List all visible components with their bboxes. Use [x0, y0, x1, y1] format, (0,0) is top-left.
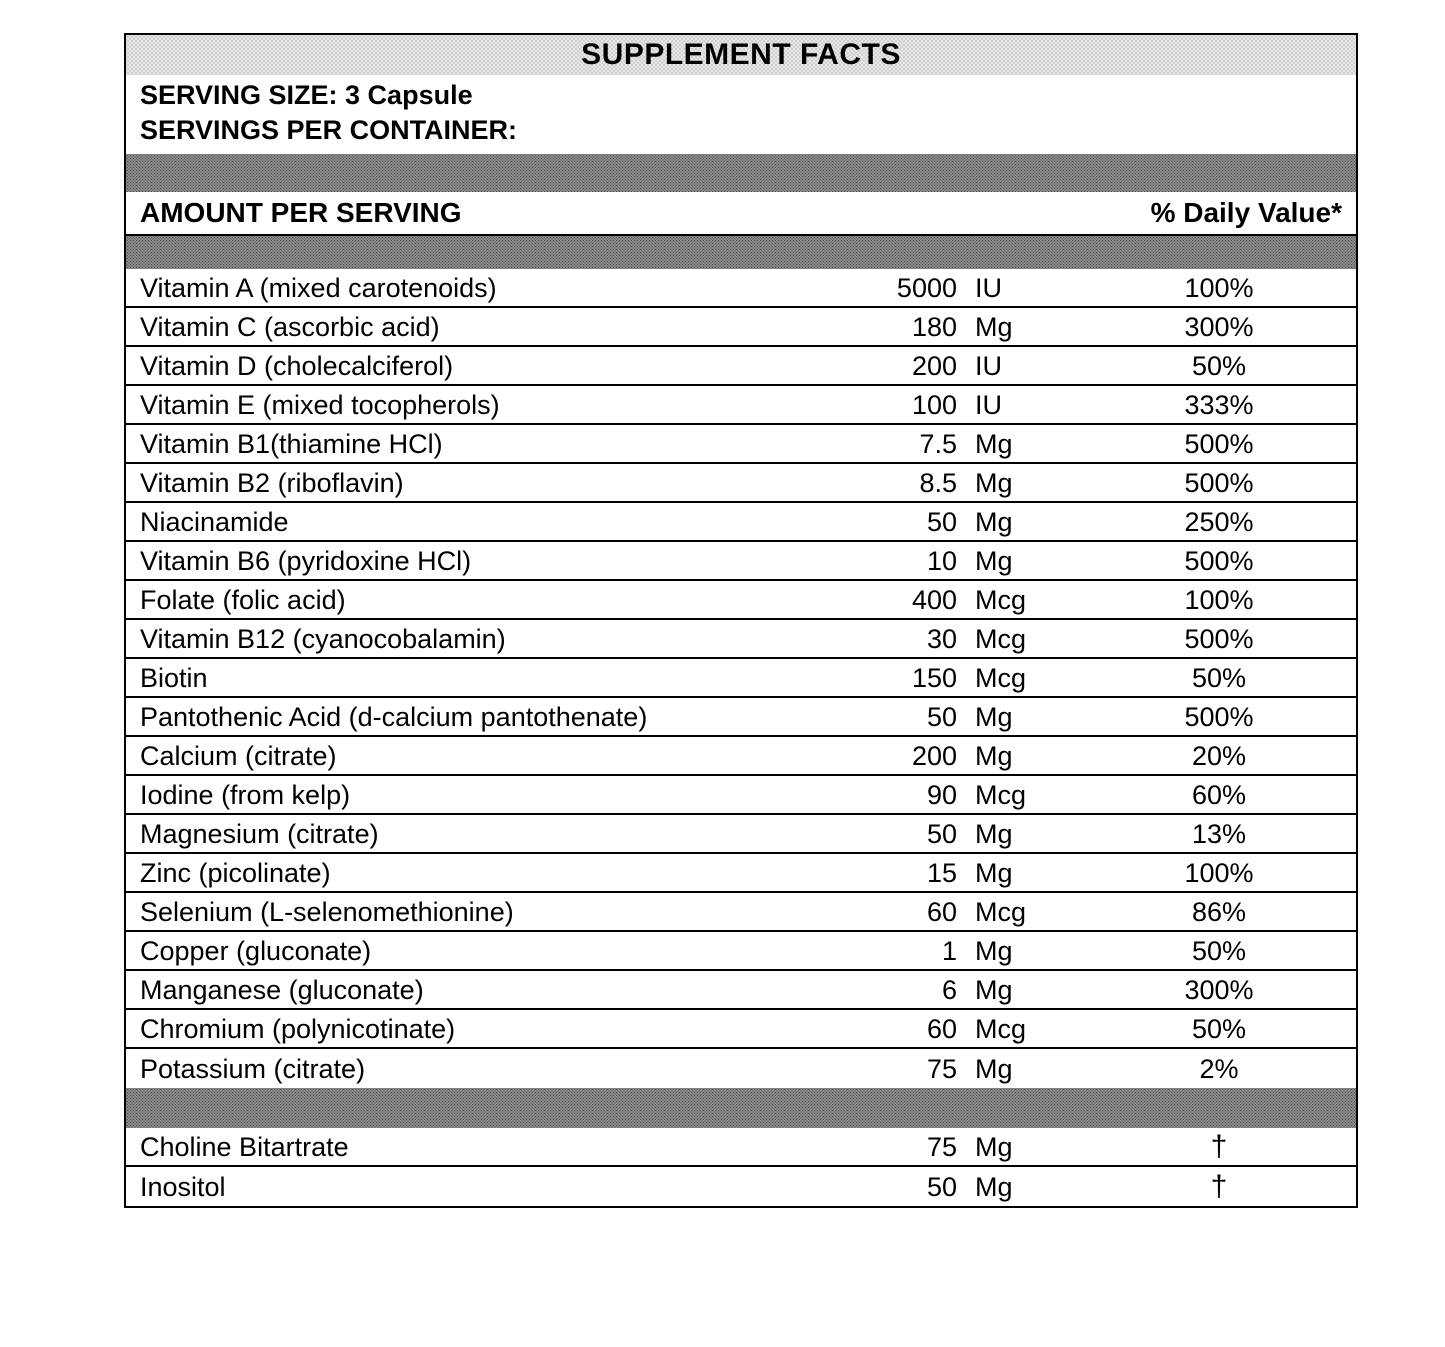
nutrient-daily-value: 250% [1184, 506, 1254, 537]
nutrient-amount: 7.5 [919, 428, 957, 459]
nutrient-daily-value: 500% [1184, 701, 1254, 732]
nutrient-amount: 50 [926, 818, 957, 849]
table-row [126, 1049, 1356, 1088]
nutrient-daily-value: 50% [1191, 1013, 1247, 1044]
nutrient-name: Niacinamide [140, 506, 289, 537]
nutrient-amount: 30 [926, 623, 957, 654]
nutrient-daily-value: 50% [1191, 935, 1247, 966]
nutrient-name: Vitamin B6 (pyridoxine HCl) [140, 545, 472, 576]
table-row [126, 464, 1356, 503]
table-row [126, 347, 1356, 386]
nutrient-name: Folate (folic acid) [140, 584, 346, 615]
nutrient-name: Vitamin B1(thiamine HCl) [140, 428, 443, 459]
table-row [126, 620, 1356, 659]
nutrient-name: Copper (gluconate) [140, 935, 372, 966]
nutrient-amount: 50 [926, 701, 957, 732]
nutrient-daily-value: 500% [1184, 545, 1254, 576]
servings-per-container-text: SERVINGS PER CONTAINER: [140, 115, 518, 145]
table-row [126, 1167, 1356, 1206]
amount-per-serving-label: AMOUNT PER SERVING [140, 197, 462, 228]
nutrient-daily-value: 50% [1191, 350, 1247, 381]
amount-per-serving-header-row [126, 192, 1356, 236]
nutrient-unit: Mcg [975, 584, 1027, 615]
nutrient-unit: Mg [975, 545, 1013, 576]
nutrient-unit: IU [975, 272, 1002, 303]
nutrient-unit: Mg [975, 974, 1013, 1005]
table-row [126, 659, 1356, 698]
nutrient-daily-value: 300% [1184, 311, 1254, 342]
nutrient-daily-value: † [1210, 1129, 1228, 1163]
nutrient-amount: 90 [926, 779, 957, 810]
nutrient-amount: 200 [911, 350, 957, 381]
divider-band-top [126, 154, 1356, 192]
table-row [126, 269, 1356, 308]
nutrient-amount: 60 [926, 896, 957, 927]
nutrient-daily-value: 2% [1199, 1053, 1239, 1084]
nutrient-name: Selenium (L-selenomethionine) [140, 896, 514, 927]
nutrient-daily-value: 86% [1191, 896, 1247, 927]
nutrient-daily-value: † [1210, 1169, 1228, 1203]
nutrient-daily-value: 13% [1191, 818, 1247, 849]
nutrient-daily-value: 500% [1184, 428, 1254, 459]
table-row [126, 503, 1356, 542]
nutrient-amount: 6 [941, 974, 957, 1005]
nutrient-daily-value: 300% [1184, 974, 1254, 1005]
nutrient-amount: 100 [911, 389, 957, 420]
serving-info-block [126, 75, 1356, 154]
nutrient-name: Vitamin A (mixed carotenoids) [140, 272, 497, 303]
nutrient-daily-value: 50% [1191, 662, 1247, 693]
nutrient-amount: 60 [926, 1013, 957, 1044]
nutrient-unit: Mg [975, 818, 1013, 849]
supplement-facts-panel [124, 33, 1358, 1208]
nutrient-name: Magnesium (citrate) [140, 818, 379, 849]
nutrient-daily-value: 500% [1184, 623, 1254, 654]
nutrient-name: Choline Bitartrate [140, 1131, 349, 1162]
nutrient-unit: Mcg [975, 779, 1027, 810]
nutrient-name: Vitamin D (cholecalciferol) [140, 350, 454, 381]
table-row [126, 698, 1356, 737]
nutrient-daily-value: 100% [1184, 272, 1254, 303]
nutrient-amount: 1 [941, 935, 957, 966]
nutrient-daily-value: 60% [1191, 779, 1247, 810]
nutrient-unit: IU [975, 350, 1002, 381]
nutrient-name: Vitamin C (ascorbic acid) [140, 311, 440, 342]
nutrient-table-primary [126, 269, 1356, 1088]
nutrient-unit: Mcg [975, 896, 1027, 927]
nutrient-amount: 15 [926, 857, 957, 888]
nutrient-daily-value: 333% [1184, 389, 1254, 420]
table-row [126, 971, 1356, 1010]
nutrient-name: Manganese (gluconate) [140, 974, 424, 1005]
table-row [126, 542, 1356, 581]
nutrient-amount: 50 [926, 506, 957, 537]
table-row [126, 1128, 1356, 1167]
nutrient-daily-value: 20% [1191, 740, 1247, 771]
nutrient-name: Iodine (from kelp) [140, 779, 351, 810]
nutrient-unit: Mcg [975, 1013, 1027, 1044]
nutrient-unit: Mg [975, 467, 1013, 498]
nutrient-amount: 8.5 [919, 467, 957, 498]
nutrient-unit: Mg [975, 701, 1013, 732]
nutrient-amount: 75 [926, 1131, 957, 1162]
nutrient-unit: Mg [975, 740, 1013, 771]
nutrient-daily-value: 100% [1184, 584, 1254, 615]
nutrient-unit: Mcg [975, 662, 1027, 693]
nutrient-amount: 5000 [896, 272, 957, 303]
nutrient-unit: Mg [975, 506, 1013, 537]
table-row [126, 581, 1356, 620]
daily-value-label: % Daily Value* [1150, 197, 1342, 228]
nutrient-unit: Mg [975, 857, 1013, 888]
nutrient-amount: 180 [911, 311, 957, 342]
nutrient-amount: 50 [926, 1171, 957, 1202]
nutrient-amount: 75 [926, 1053, 957, 1084]
serving-size-text: SERVING SIZE: 3 Capsule [140, 80, 473, 110]
nutrient-name: Inositol [140, 1171, 226, 1202]
panel-title: SUPPLEMENT FACTS [126, 35, 1356, 75]
nutrient-name: Potassium (citrate) [140, 1053, 366, 1084]
nutrient-amount: 150 [911, 662, 957, 693]
table-row [126, 386, 1356, 425]
nutrient-amount: 200 [911, 740, 957, 771]
table-row [126, 425, 1356, 464]
table-row [126, 815, 1356, 854]
nutrient-amount: 400 [911, 584, 957, 615]
divider-band-secondary [126, 1088, 1356, 1128]
nutrient-unit: Mg [975, 311, 1013, 342]
nutrient-daily-value: 100% [1184, 857, 1254, 888]
nutrient-unit: Mg [975, 1171, 1013, 1202]
nutrient-unit: Mcg [975, 623, 1027, 654]
nutrient-name: Calcium (citrate) [140, 740, 337, 771]
nutrient-name: Pantothenic Acid (d-calcium pantothenate) [140, 701, 648, 732]
nutrient-name: Vitamin B12 (cyanocobalamin) [140, 623, 506, 654]
table-row [126, 932, 1356, 971]
table-row [126, 893, 1356, 932]
nutrient-amount: 10 [926, 545, 957, 576]
table-row [126, 1010, 1356, 1049]
nutrient-name: Chromium (polynicotinate) [140, 1013, 456, 1044]
table-row [126, 308, 1356, 347]
nutrient-unit: Mg [975, 1131, 1013, 1162]
table-row [126, 854, 1356, 893]
nutrient-table-secondary [126, 1128, 1356, 1206]
table-row [126, 776, 1356, 815]
nutrient-unit: Mg [975, 428, 1013, 459]
table-row [126, 737, 1356, 776]
nutrient-unit: IU [975, 389, 1002, 420]
nutrient-name: Biotin [140, 662, 208, 693]
divider-band-under-header [126, 236, 1356, 269]
nutrient-daily-value: 500% [1184, 467, 1254, 498]
nutrient-name: Zinc (picolinate) [140, 857, 331, 888]
nutrient-unit: Mg [975, 935, 1013, 966]
nutrient-name: Vitamin E (mixed tocopherols) [140, 389, 500, 420]
nutrient-unit: Mg [975, 1053, 1013, 1084]
nutrient-name: Vitamin B2 (riboflavin) [140, 467, 404, 498]
